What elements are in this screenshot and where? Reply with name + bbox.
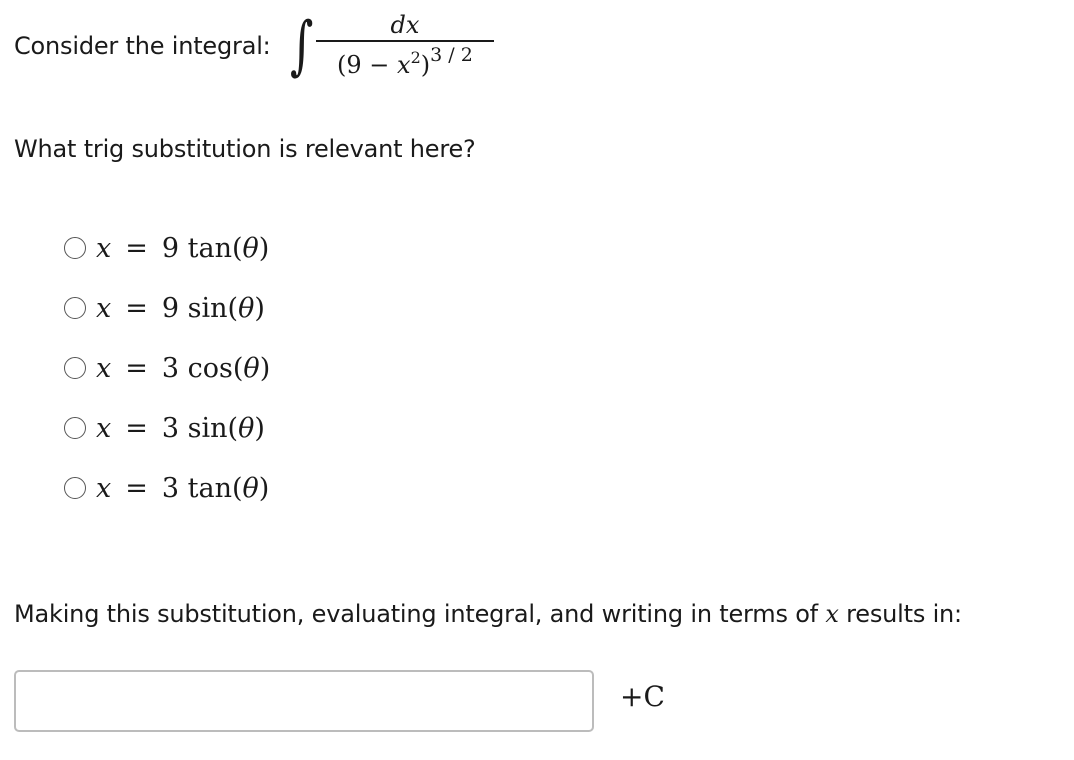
- constant-of-integration-label: +C: [620, 680, 665, 713]
- integral-sign-icon: ∫: [289, 9, 313, 83]
- option-3-sin[interactable]: [64, 398, 270, 458]
- option-function: cos: [187, 352, 233, 384]
- equals-sign: =: [125, 232, 148, 264]
- substitution-options: [64, 218, 270, 518]
- option-argument: θ: [238, 412, 255, 444]
- radio-button[interactable]: [64, 297, 86, 319]
- denominator-open: (9 −: [337, 51, 398, 80]
- equals-sign: =: [125, 472, 148, 504]
- option-coefficient: 3: [161, 352, 180, 384]
- option-lhs: x: [96, 232, 112, 264]
- intro-label: Consider the integral:: [14, 32, 271, 60]
- equals-sign: =: [125, 292, 148, 324]
- option-label: x = 9 tan(θ): [96, 232, 270, 264]
- result-prompt-text-before: Making this substitution, evaluating integral, and writing in terms of: [14, 600, 826, 628]
- denominator-close: ): [420, 51, 431, 80]
- option-label: x = 3 sin(θ): [96, 412, 265, 444]
- option-function: tan: [187, 232, 232, 264]
- integral-numerator: dx: [390, 10, 420, 39]
- substitution-prompt: What trig substitution is relevant here?: [14, 135, 476, 163]
- radio-button[interactable]: [64, 417, 86, 439]
- denominator-variable: x: [397, 51, 411, 80]
- option-argument: θ: [242, 232, 259, 264]
- option-label: x = 3 tan(θ): [96, 472, 270, 504]
- option-lhs: x: [96, 352, 112, 384]
- option-9-tan[interactable]: [64, 218, 270, 278]
- option-argument: θ: [242, 472, 259, 504]
- option-3-cos[interactable]: [64, 338, 270, 398]
- integral-denominator: [337, 42, 473, 80]
- option-lhs: x: [96, 292, 112, 324]
- radio-button[interactable]: [64, 477, 86, 499]
- option-lhs: x: [96, 412, 112, 444]
- option-function: sin: [187, 292, 228, 324]
- option-label: x = 3 cos(θ): [96, 352, 271, 384]
- option-coefficient: 9: [161, 232, 180, 264]
- option-coefficient: 3: [161, 472, 180, 504]
- option-function: sin: [187, 412, 228, 444]
- integral-expression: [285, 0, 494, 92]
- equals-sign: =: [125, 412, 148, 444]
- result-prompt: [14, 600, 962, 628]
- option-argument: θ: [243, 352, 260, 384]
- integral-fraction: [316, 12, 494, 80]
- option-9-sin[interactable]: [64, 278, 270, 338]
- denominator-inner-exponent: 2: [410, 48, 421, 68]
- option-argument: θ: [238, 292, 255, 324]
- denominator-outer-exponent: 3 / 2: [430, 44, 473, 67]
- radio-button[interactable]: [64, 237, 86, 259]
- answer-input[interactable]: [14, 670, 594, 732]
- question-row: [14, 0, 494, 92]
- result-prompt-text-after: results in:: [838, 600, 962, 628]
- option-function: tan: [187, 472, 232, 504]
- option-label: x = 9 sin(θ): [96, 292, 265, 324]
- option-coefficient: 3: [161, 412, 180, 444]
- option-lhs: x: [96, 472, 112, 504]
- radio-button[interactable]: [64, 357, 86, 379]
- option-coefficient: 9: [161, 292, 180, 324]
- option-3-tan[interactable]: [64, 458, 270, 518]
- result-prompt-variable: x: [825, 600, 839, 628]
- equals-sign: =: [125, 352, 148, 384]
